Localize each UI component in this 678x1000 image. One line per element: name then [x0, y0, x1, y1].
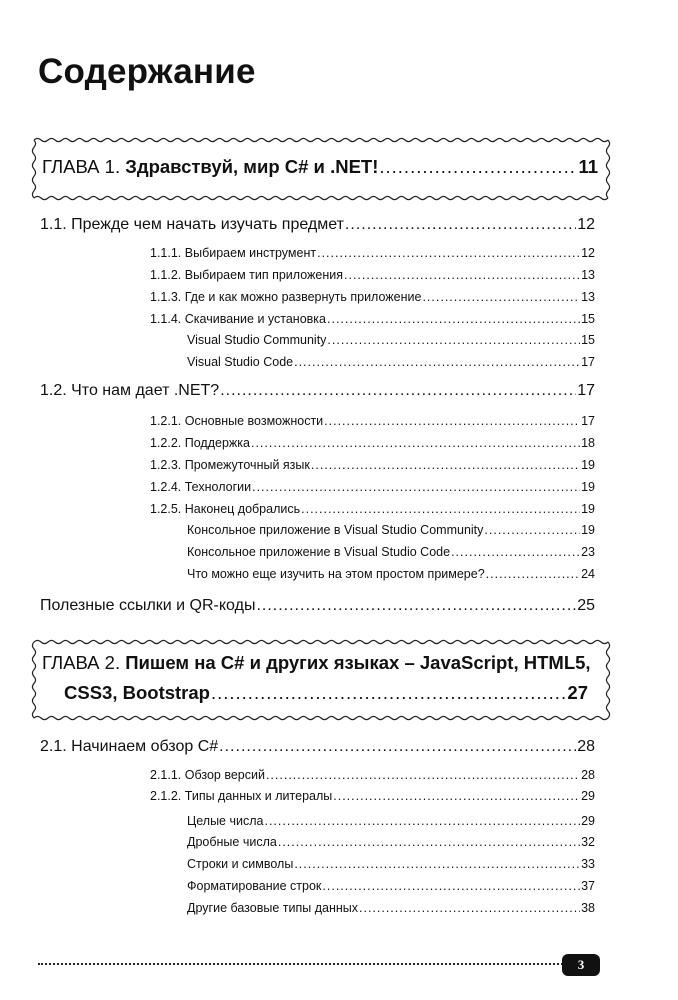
- page-ref: 13: [581, 290, 595, 304]
- toc-entry[interactable]: [150, 502, 595, 516]
- entry-label: 1.1. Прежде чем начать изучать предмет: [40, 216, 344, 233]
- page-title: Содержание: [38, 52, 256, 91]
- chapter-1-box: [30, 136, 612, 202]
- leader-dots: [301, 502, 580, 516]
- leader-dots: [484, 523, 580, 537]
- toc-chapter-2-line2[interactable]: [64, 682, 588, 704]
- leader-dots: [219, 738, 576, 756]
- entry-label: 1.1.2. Выбираем тип приложения: [150, 268, 343, 282]
- leader-dots: [278, 835, 580, 849]
- toc-entry[interactable]: [187, 523, 595, 537]
- toc-entry[interactable]: [40, 597, 595, 615]
- wavy-frame: [30, 638, 612, 722]
- leader-dots: [317, 246, 580, 260]
- page-ref: 27: [567, 682, 588, 703]
- entry-label: 1.1.4. Скачивание и установка: [150, 312, 326, 326]
- leader-dots: [379, 156, 577, 178]
- entry-label: Строки и символы: [187, 857, 294, 871]
- page-ref: 19: [581, 458, 595, 472]
- toc-chapter-2-line1[interactable]: [42, 652, 598, 674]
- leader-dots: [211, 682, 566, 704]
- leader-dots: [220, 382, 576, 400]
- leader-dots: [486, 567, 580, 581]
- leader-dots: [264, 814, 580, 828]
- toc-entry[interactable]: [150, 414, 595, 428]
- page-ref: 13: [581, 268, 595, 282]
- leader-dots: [266, 768, 580, 782]
- page-ref: 18: [581, 436, 595, 450]
- page-ref: 29: [581, 814, 595, 828]
- entry-label: Дробные числа: [187, 835, 277, 849]
- page-number: 3: [562, 954, 600, 976]
- page-ref: 15: [581, 312, 595, 326]
- leader-dots: [256, 597, 576, 615]
- toc-entry[interactable]: [187, 879, 595, 893]
- entry-label: 1.2.2. Поддержка: [150, 436, 250, 450]
- toc-entry[interactable]: [187, 901, 595, 915]
- toc-entry[interactable]: [150, 312, 595, 326]
- leader-dots: [294, 857, 580, 871]
- page-ref: 15: [581, 333, 595, 347]
- page-ref: 37: [581, 879, 595, 893]
- leader-dots: [324, 414, 580, 428]
- toc-entry[interactable]: [40, 382, 595, 400]
- page-ref: 25: [577, 597, 595, 614]
- chapter-title: Здравствуй, мир C# и .NET!: [125, 156, 379, 177]
- page-ref: 23: [581, 545, 595, 559]
- leader-dots: [327, 333, 580, 347]
- page-ref: 12: [581, 246, 595, 260]
- entry-label: 2.1. Начинаем обзор C#: [40, 738, 219, 755]
- entry-label: 1.2.5. Наконец добрались: [150, 502, 301, 516]
- toc-entry[interactable]: [187, 814, 595, 828]
- chapter-prefix: ГЛАВА 1.: [42, 156, 126, 177]
- leader-dots: [327, 312, 580, 326]
- page-ref: 33: [581, 857, 595, 871]
- entry-label: Visual Studio Community: [187, 333, 327, 347]
- leader-dots: [294, 355, 580, 369]
- leader-dots: [345, 216, 576, 234]
- toc-entry[interactable]: [40, 738, 595, 756]
- toc-entry[interactable]: [187, 333, 595, 347]
- page-ref: 29: [581, 789, 595, 803]
- entry-label: 1.2.3. Промежуточный язык: [150, 458, 310, 472]
- toc-entry[interactable]: [187, 835, 595, 849]
- entry-label: 1.1.3. Где и как можно развернуть приложение: [150, 290, 422, 304]
- page-ref: 24: [581, 567, 595, 581]
- toc-entry[interactable]: [187, 355, 595, 369]
- chapter-2-box: [30, 638, 612, 722]
- page-ref: 32: [581, 835, 595, 849]
- page-ref: 11: [578, 156, 598, 177]
- entry-label: 2.1.2. Типы данных и литералы: [150, 789, 333, 803]
- leader-dots: [251, 436, 580, 450]
- toc-entry[interactable]: [150, 246, 595, 260]
- leader-dots: [252, 480, 580, 494]
- toc-chapter-1[interactable]: [42, 156, 598, 178]
- leader-dots: [422, 290, 580, 304]
- entry-label: 1.1.1. Выбираем инструмент: [150, 246, 317, 260]
- entry-label: Консольное приложение в Visual Studio Community: [187, 523, 484, 537]
- entry-label: Полезные ссылки и QR-коды: [40, 597, 256, 614]
- leader-dots: [344, 268, 580, 282]
- leader-dots: [311, 458, 580, 472]
- page-ref: 19: [581, 502, 595, 516]
- toc-entry[interactable]: [150, 458, 595, 472]
- page-ref: 17: [577, 382, 595, 399]
- toc-entry[interactable]: [187, 857, 595, 871]
- leader-dots: [333, 789, 580, 803]
- toc-entry[interactable]: [150, 768, 595, 782]
- toc-entry[interactable]: [150, 789, 595, 803]
- page-ref: 17: [581, 414, 595, 428]
- page-ref: 19: [581, 480, 595, 494]
- toc-entry[interactable]: [40, 216, 595, 234]
- entry-label: 1.2.4. Технологии: [150, 480, 252, 494]
- entry-label: 1.2. Что нам дает .NET?: [40, 382, 220, 399]
- page-ref: 17: [581, 355, 595, 369]
- chapter-title: Пишем на C# и других языках – JavaScript, HTML5,: [125, 652, 591, 673]
- toc-entry[interactable]: [150, 290, 595, 304]
- entry-label: Что можно еще изучить на этом простом примере?: [187, 567, 485, 581]
- leader-dots: [322, 879, 580, 893]
- toc-entry[interactable]: [150, 436, 595, 450]
- chapter-prefix: ГЛАВА 2.: [42, 652, 126, 673]
- entry-label: 2.1.1. Обзор версий: [150, 768, 265, 782]
- toc-entry[interactable]: [187, 567, 595, 581]
- entry-label: Форматирование строк: [187, 879, 322, 893]
- entry-label: Другие базовые типы данных: [187, 901, 358, 915]
- toc-entry[interactable]: [150, 268, 595, 282]
- entry-label: Visual Studio Code: [187, 355, 294, 369]
- toc-entry[interactable]: [187, 545, 595, 559]
- leader-dots: [451, 545, 580, 559]
- chapter-title-cont: CSS3, Bootstrap: [64, 682, 210, 703]
- page-ref: 28: [577, 738, 595, 755]
- toc-entry[interactable]: [150, 480, 595, 494]
- entry-label: Целые числа: [187, 814, 264, 828]
- leader-dots: [359, 901, 580, 915]
- page-ref: 12: [577, 216, 595, 233]
- page-ref: 19: [581, 523, 595, 537]
- entry-label: Консольное приложение в Visual Studio Code: [187, 545, 451, 559]
- footer-dotted-rule: [38, 963, 566, 965]
- page-ref: 38: [581, 901, 595, 915]
- entry-label: 1.2.1. Основные возможности: [150, 414, 324, 428]
- page-ref: 28: [581, 768, 595, 782]
